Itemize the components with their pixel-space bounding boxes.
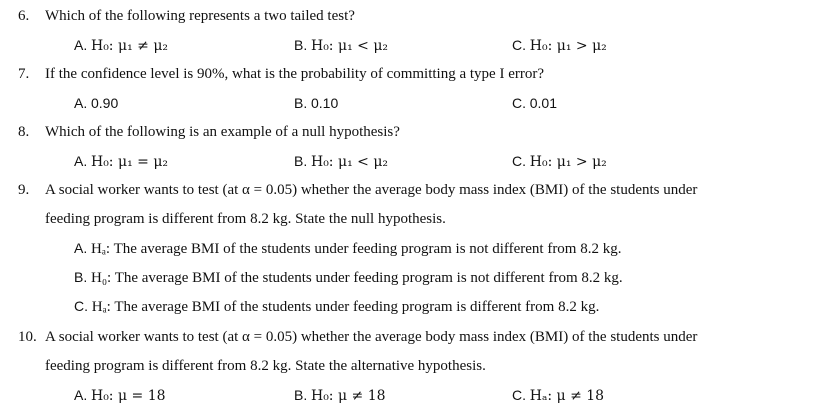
option-text: Hₐ: The average BMI of the students under feeding program is different from 8.2 kg.	[91, 299, 600, 315]
option-text: H₀: μ₁ < μ₂	[310, 154, 389, 170]
option-text: H₀: μ₁ > μ₂	[529, 154, 607, 170]
q9-option-c[interactable]	[74, 296, 599, 317]
option-letter: A.	[74, 95, 88, 111]
option-text: H₀: μ ≠ 18	[310, 388, 386, 404]
option-text: 0.01	[529, 95, 557, 111]
option-text: H₀: μ₁ > μ₂	[529, 38, 607, 54]
q6-option-c[interactable]	[512, 35, 607, 56]
option-text: H₀: μ = 18	[90, 388, 166, 404]
q9-option-b[interactable]	[74, 267, 623, 288]
q10-option-a[interactable]	[74, 385, 166, 406]
q7-option-b[interactable]	[294, 93, 338, 114]
q8-option-b[interactable]	[294, 151, 388, 172]
question-8-text: Which of the following is an example of a null hypothesis?	[45, 124, 400, 140]
option-letter: A.	[74, 153, 88, 169]
option-letter: A.	[74, 240, 88, 256]
option-text: H₀: The average BMI of the students under feeding program is not different from 8.2 kg.	[90, 270, 623, 286]
option-text: 0.90	[90, 95, 119, 111]
question-6-number: 6.	[18, 8, 30, 24]
option-letter: A.	[74, 387, 88, 403]
option-text: Hₐ: The average BMI of the students under feeding program is not different from 8.2 kg.	[90, 241, 622, 257]
question-6-text: Which of the following represents a two tailed test?	[45, 8, 355, 24]
q10-option-b[interactable]	[294, 385, 386, 406]
option-text: H₀: μ₁ = μ₂	[90, 154, 169, 170]
question-10-number: 10.	[18, 329, 37, 345]
option-text: H₀: μ₁ < μ₂	[310, 38, 389, 54]
q6-option-b[interactable]	[294, 35, 388, 56]
option-letter: C.	[512, 153, 526, 169]
q8-option-c[interactable]	[512, 151, 607, 172]
question-8-number: 8.	[18, 124, 30, 140]
option-letter: C.	[74, 298, 88, 314]
option-letter: B.	[294, 387, 308, 403]
option-text: Hₐ: μ ≠ 18	[529, 388, 605, 404]
q7-option-a[interactable]	[74, 93, 118, 114]
option-text: 0.10	[310, 95, 339, 111]
q6-option-a[interactable]	[74, 35, 168, 56]
q8-option-a[interactable]	[74, 151, 168, 172]
option-letter: B.	[294, 95, 308, 111]
option-letter: C.	[512, 95, 526, 111]
option-letter: B.	[294, 37, 308, 53]
option-letter: B.	[294, 153, 308, 169]
question-9-text-line2: feeding program is different from 8.2 kg. State the null hypothesis.	[45, 211, 446, 227]
question-7-text: If the confidence level is 90%, what is the probability of committing a type I error?	[45, 66, 545, 82]
question-9-text-line1: A social worker wants to test (at α = 0.05) whether the average body mass index (BMI) of the students under	[45, 182, 698, 198]
question-10-text-line2: feeding program is different from 8.2 kg. State the alternative hypothesis.	[45, 358, 486, 374]
question-9-number: 9.	[18, 182, 30, 198]
q10-option-c[interactable]	[512, 385, 604, 406]
option-letter: C.	[512, 37, 526, 53]
q9-option-a[interactable]	[74, 238, 621, 259]
option-text: H₀: μ₁ ≠ μ₂	[90, 38, 169, 54]
option-letter: A.	[74, 37, 88, 53]
option-letter: B.	[74, 269, 88, 285]
question-10-text-line1: A social worker wants to test (at α = 0.05) whether the average body mass index (BMI) of the students under	[45, 329, 698, 345]
q7-option-c[interactable]	[512, 93, 557, 114]
question-7-number: 7.	[18, 66, 30, 82]
option-letter: C.	[512, 387, 526, 403]
